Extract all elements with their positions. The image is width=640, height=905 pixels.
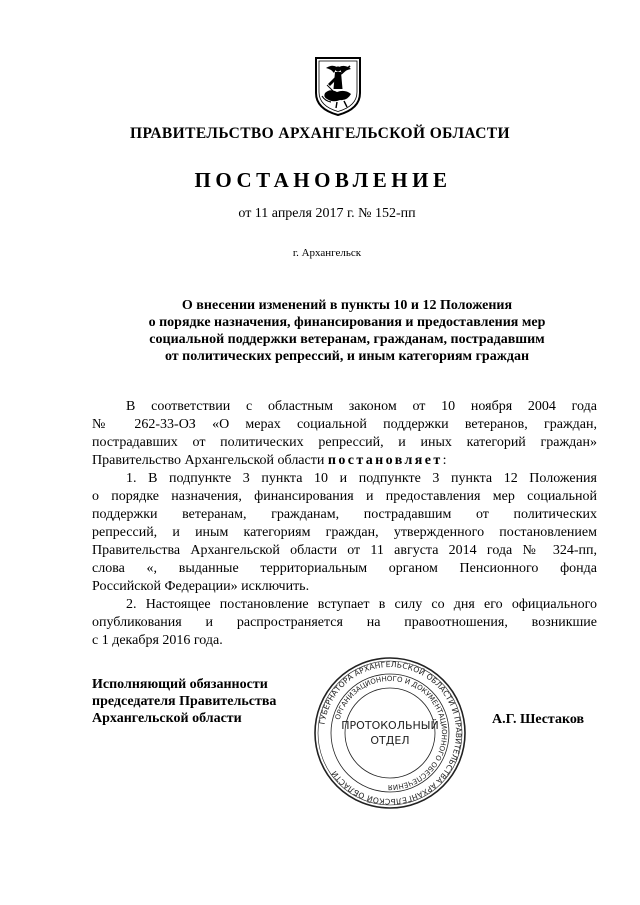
date-and-number: от 11 апреля 2017 г. № 152-пп [238, 206, 416, 221]
government-title: ПРАВИТЕЛЬСТВО АРХАНГЕЛЬСКОЙ ОБЛАСТИ [129, 125, 510, 142]
preamble-prefix: Правительство Архангельской области [92, 453, 328, 468]
preamble-line [92, 452, 597, 470]
subject-line: о порядке назначения, финансирования и предоставления мер [148, 315, 546, 330]
signatory-name: А.Г. Шестаков [492, 712, 585, 727]
resolves-word: постановляет [327, 453, 443, 468]
item-1-line: поддержки ветеранам, гражданам, пострадавшим от политических [92, 507, 597, 522]
svg-text:ОРГАНИЗАЦИОННОГО И ДОКУМЕНТАЦИ [334, 675, 448, 791]
subject-line: от политических репрессий, и иным категориям граждан [164, 349, 530, 364]
stamp-center-line-1: ПРОТОКОЛЬНЫЙ [341, 719, 439, 732]
item-1-line: о порядке назначения, финансирования и предоставления мер социальной [92, 489, 597, 504]
signatory-position [92, 676, 276, 727]
preamble-line: В соответствии с областным законом от 10 ноября 2004 года [126, 399, 597, 414]
city: г. Архангельск [292, 247, 362, 259]
item-1-line: репрессий, и иным категориям граждан, утвержденного постановлением [92, 525, 597, 540]
document-subject [92, 297, 602, 365]
resolves-colon: : [442, 453, 447, 468]
preamble-line: пострадавших от политических репрессий, и иных категорий граждан» [92, 435, 597, 450]
stamp-inner-text: ОРГАНИЗАЦИОННОГО И ДОКУМЕНТАЦИОННОГО ОБЕСПЕЧЕНИЯ [333, 674, 449, 792]
official-stamp [312, 655, 468, 811]
item-1-line: слова «, выданные территориальным органом Пенсионного фонда [92, 561, 597, 576]
stamp-center-line-2: ОТДЕЛ [370, 734, 410, 747]
item-2-line: 2. Настоящее постановление вступает в силу со дня его официального [126, 597, 597, 612]
signatory-position-line: Исполняющий обязанности [92, 677, 268, 692]
item-1-line: 1. В подпункте 3 пункта 10 и подпункте 3 пункта 12 Положения [126, 471, 597, 486]
item-1-line: Правительства Архангельской области от 11 августа 2014 года № 324-пп, [92, 543, 597, 558]
stamp-outer-text: ГУБЕРНАТОРА АРХАНГЕЛЬСКОЙ ОБЛАСТИ И ПРАВИТЕЛЬСТВА АРХАНГЕЛЬСКОЙ ОБЛАСТИ [317, 659, 464, 807]
subject-line: социальной поддержки ветеранам, гражданам, пострадавшим [149, 332, 545, 347]
item-2-line: опубликования и распространяется на правоотношения, возникшие [92, 615, 597, 630]
item-1-line: Российской Федерации» исключить. [92, 579, 310, 594]
arkhangelsk-coat-of-arms-icon [313, 55, 363, 117]
subject-line: О внесении изменений в пункты 10 и 12 Положения [181, 298, 513, 313]
document-type: ПОСТАНОВЛЕНИЕ [194, 168, 452, 192]
signatory-position-line: председателя Правительства [92, 694, 277, 709]
signatory-position-line: Архангельской области [92, 711, 242, 726]
item-2-line: с 1 декабря 2016 года. [92, 633, 223, 648]
preamble-line: № 262-33-ОЗ «О мерах социальной поддержки ветеранов, граждан, [92, 417, 597, 432]
document-body [92, 398, 597, 650]
